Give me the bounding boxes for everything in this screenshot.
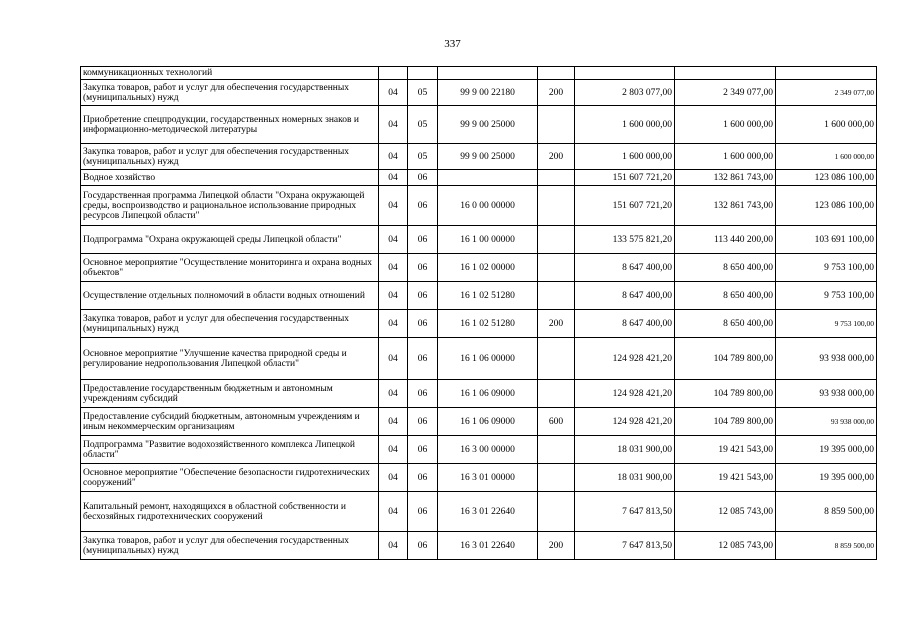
subsection-cell: 06 bbox=[408, 254, 438, 282]
expense-type-cell bbox=[538, 226, 575, 254]
section-cell: 04 bbox=[379, 282, 408, 310]
target-article-cell: 99 9 00 22180 bbox=[438, 80, 538, 106]
table-row bbox=[81, 408, 877, 436]
subsection-cell bbox=[408, 67, 438, 80]
target-article-cell: 16 1 06 09000 bbox=[438, 408, 538, 436]
row-name-cell: коммуникационных технологий bbox=[81, 67, 379, 80]
amount-year2-cell: 1 600 000,00 bbox=[675, 144, 776, 170]
section-cell: 04 bbox=[379, 436, 408, 464]
expense-type-cell bbox=[538, 492, 575, 532]
subsection-cell: 06 bbox=[408, 464, 438, 492]
row-name-cell: Государственная программа Липецкой области "Охрана окружающей среды, воспроизводство и рациональное использование природных ресурсов Липецкой области" bbox=[81, 186, 379, 226]
subsection-cell: 05 bbox=[408, 80, 438, 106]
row-name-cell: Предоставление государственным бюджетным и автономным учреждениям субсидий bbox=[81, 380, 379, 408]
expense-type-cell bbox=[538, 170, 575, 186]
subsection-cell: 06 bbox=[408, 186, 438, 226]
table-row bbox=[81, 282, 877, 310]
amount-year3-cell: 123 086 100,00 bbox=[776, 186, 877, 226]
amount-year1-cell: 1 600 000,00 bbox=[575, 106, 675, 144]
expense-type-cell: 200 bbox=[538, 144, 575, 170]
table-row bbox=[81, 338, 877, 380]
target-article-cell: 16 3 01 00000 bbox=[438, 464, 538, 492]
table-row bbox=[81, 226, 877, 254]
subsection-cell: 05 bbox=[408, 144, 438, 170]
amount-year3-cell: 103 691 100,00 bbox=[776, 226, 877, 254]
amount-year3-cell: 93 938 000,00 bbox=[776, 380, 877, 408]
amount-year1-cell: 8 647 400,00 bbox=[575, 310, 675, 338]
row-name-cell: Водное хозяйство bbox=[81, 170, 379, 186]
table-row bbox=[81, 106, 877, 144]
budget-table bbox=[80, 66, 877, 560]
table-row bbox=[81, 380, 877, 408]
subsection-cell: 06 bbox=[408, 170, 438, 186]
amount-year2-cell: 12 085 743,00 bbox=[675, 532, 776, 560]
table-row bbox=[81, 80, 877, 106]
table-row bbox=[81, 144, 877, 170]
amount-year1-cell: 124 928 421,20 bbox=[575, 408, 675, 436]
section-cell: 04 bbox=[379, 80, 408, 106]
section-cell: 04 bbox=[379, 380, 408, 408]
amount-year2-cell: 12 085 743,00 bbox=[675, 492, 776, 532]
amount-year1-cell: 8 647 400,00 bbox=[575, 254, 675, 282]
amount-year1-cell: 124 928 421,20 bbox=[575, 380, 675, 408]
target-article-cell: 16 1 02 51280 bbox=[438, 282, 538, 310]
amount-year1-cell: 151 607 721,20 bbox=[575, 186, 675, 226]
expense-type-cell: 200 bbox=[538, 532, 575, 560]
row-name-cell: Осуществление отдельных полномочий в области водных отношений bbox=[81, 282, 379, 310]
amount-year1-cell: 133 575 821,20 bbox=[575, 226, 675, 254]
row-name-cell: Закупка товаров, работ и услуг для обеспечения государственных (муниципальных) нужд bbox=[81, 80, 379, 106]
subsection-cell: 06 bbox=[408, 226, 438, 254]
expense-type-cell bbox=[538, 380, 575, 408]
amount-year3-cell: 93 938 000,00 bbox=[776, 408, 877, 436]
amount-year3-cell: 1 600 000,00 bbox=[776, 144, 877, 170]
amount-year3-cell: 9 753 100,00 bbox=[776, 310, 877, 338]
amount-year3-cell: 9 753 100,00 bbox=[776, 254, 877, 282]
amount-year2-cell: 113 440 200,00 bbox=[675, 226, 776, 254]
row-name-cell: Предоставление субсидий бюджетным, автономным учреждениям и иным некоммерческим организациям bbox=[81, 408, 379, 436]
amount-year3-cell bbox=[776, 67, 877, 80]
section-cell: 04 bbox=[379, 170, 408, 186]
subsection-cell: 06 bbox=[408, 408, 438, 436]
section-cell bbox=[379, 67, 408, 80]
amount-year3-cell: 1 600 000,00 bbox=[776, 106, 877, 144]
section-cell: 04 bbox=[379, 310, 408, 338]
expense-type-cell bbox=[538, 67, 575, 80]
subsection-cell: 05 bbox=[408, 106, 438, 144]
amount-year1-cell bbox=[575, 67, 675, 80]
subsection-cell: 06 bbox=[408, 310, 438, 338]
section-cell: 04 bbox=[379, 532, 408, 560]
section-cell: 04 bbox=[379, 186, 408, 226]
row-name-cell: Основное мероприятие "Обеспечение безопасности гидротехнических сооружений" bbox=[81, 464, 379, 492]
row-name-cell: Подпрограмма "Развитие водохозяйственного комплекса Липецкой области" bbox=[81, 436, 379, 464]
expense-type-cell bbox=[538, 464, 575, 492]
amount-year3-cell: 8 859 500,00 bbox=[776, 532, 877, 560]
expense-type-cell bbox=[538, 254, 575, 282]
subsection-cell: 06 bbox=[408, 380, 438, 408]
row-name-cell: Закупка товаров, работ и услуг для обеспечения государственных (муниципальных) нужд bbox=[81, 144, 379, 170]
expense-type-cell bbox=[538, 338, 575, 380]
amount-year2-cell: 104 789 800,00 bbox=[675, 408, 776, 436]
expense-type-cell: 200 bbox=[538, 80, 575, 106]
target-article-cell bbox=[438, 67, 538, 80]
amount-year2-cell: 19 421 543,00 bbox=[675, 464, 776, 492]
target-article-cell: 16 1 02 51280 bbox=[438, 310, 538, 338]
amount-year2-cell: 1 600 000,00 bbox=[675, 106, 776, 144]
subsection-cell: 06 bbox=[408, 338, 438, 380]
amount-year3-cell: 2 349 077,00 bbox=[776, 80, 877, 106]
amount-year2-cell: 8 650 400,00 bbox=[675, 282, 776, 310]
amount-year2-cell: 8 650 400,00 bbox=[675, 310, 776, 338]
target-article-cell: 16 3 01 22640 bbox=[438, 492, 538, 532]
expense-type-cell bbox=[538, 186, 575, 226]
amount-year3-cell: 123 086 100,00 bbox=[776, 170, 877, 186]
table-row bbox=[81, 170, 877, 186]
section-cell: 04 bbox=[379, 254, 408, 282]
amount-year1-cell: 2 803 077,00 bbox=[575, 80, 675, 106]
row-name-cell: Закупка товаров, работ и услуг для обеспечения государственных (муниципальных) нужд bbox=[81, 532, 379, 560]
target-article-cell: 16 1 02 00000 bbox=[438, 254, 538, 282]
target-article-cell: 99 9 00 25000 bbox=[438, 144, 538, 170]
subsection-cell: 06 bbox=[408, 532, 438, 560]
target-article-cell: 16 1 00 00000 bbox=[438, 226, 538, 254]
table-row bbox=[81, 464, 877, 492]
section-cell: 04 bbox=[379, 408, 408, 436]
table-row bbox=[81, 67, 877, 80]
amount-year2-cell: 8 650 400,00 bbox=[675, 254, 776, 282]
target-article-cell: 16 3 00 00000 bbox=[438, 436, 538, 464]
subsection-cell: 06 bbox=[408, 492, 438, 532]
target-article-cell: 16 1 06 00000 bbox=[438, 338, 538, 380]
amount-year3-cell: 19 395 000,00 bbox=[776, 464, 877, 492]
row-name-cell: Капитальный ремонт, находящихся в областной собственности и бесхозяйных гидротехнических сооружений bbox=[81, 492, 379, 532]
amount-year1-cell: 124 928 421,20 bbox=[575, 338, 675, 380]
expense-type-cell: 200 bbox=[538, 310, 575, 338]
amount-year2-cell: 132 861 743,00 bbox=[675, 186, 776, 226]
amount-year2-cell: 2 349 077,00 bbox=[675, 80, 776, 106]
section-cell: 04 bbox=[379, 226, 408, 254]
row-name-cell: Основное мероприятие "Осуществление мониторинга и охрана водных объектов" bbox=[81, 254, 379, 282]
amount-year2-cell: 104 789 800,00 bbox=[675, 338, 776, 380]
table-row bbox=[81, 436, 877, 464]
table-row bbox=[81, 186, 877, 226]
amount-year2-cell bbox=[675, 67, 776, 80]
amount-year1-cell: 18 031 900,00 bbox=[575, 436, 675, 464]
amount-year1-cell: 1 600 000,00 bbox=[575, 144, 675, 170]
amount-year1-cell: 7 647 813,50 bbox=[575, 492, 675, 532]
section-cell: 04 bbox=[379, 106, 408, 144]
amount-year1-cell: 151 607 721,20 bbox=[575, 170, 675, 186]
expense-type-cell bbox=[538, 106, 575, 144]
amount-year3-cell: 9 753 100,00 bbox=[776, 282, 877, 310]
table-row bbox=[81, 254, 877, 282]
row-name-cell: Приобретение спецпродукции, государственных номерных знаков и информационно-методической литературы bbox=[81, 106, 379, 144]
amount-year2-cell: 132 861 743,00 bbox=[675, 170, 776, 186]
section-cell: 04 bbox=[379, 338, 408, 380]
subsection-cell: 06 bbox=[408, 436, 438, 464]
table-row bbox=[81, 310, 877, 338]
amount-year2-cell: 104 789 800,00 bbox=[675, 380, 776, 408]
table-row bbox=[81, 532, 877, 560]
section-cell: 04 bbox=[379, 492, 408, 532]
row-name-cell: Основное мероприятие "Улучшение качества природной среды и регулирование недропользования Липецкой области" bbox=[81, 338, 379, 380]
section-cell: 04 bbox=[379, 144, 408, 170]
amount-year2-cell: 19 421 543,00 bbox=[675, 436, 776, 464]
table-row bbox=[81, 492, 877, 532]
target-article-cell bbox=[438, 170, 538, 186]
amount-year3-cell: 19 395 000,00 bbox=[776, 436, 877, 464]
subsection-cell: 06 bbox=[408, 282, 438, 310]
amount-year3-cell: 8 859 500,00 bbox=[776, 492, 877, 532]
amount-year3-cell: 93 938 000,00 bbox=[776, 338, 877, 380]
amount-year1-cell: 8 647 400,00 bbox=[575, 282, 675, 310]
expense-type-cell bbox=[538, 282, 575, 310]
amount-year1-cell: 18 031 900,00 bbox=[575, 464, 675, 492]
expense-type-cell: 600 bbox=[538, 408, 575, 436]
row-name-cell: Закупка товаров, работ и услуг для обеспечения государственных (муниципальных) нужд bbox=[81, 310, 379, 338]
page-number: 337 bbox=[444, 38, 461, 50]
target-article-cell: 16 1 06 09000 bbox=[438, 380, 538, 408]
section-cell: 04 bbox=[379, 464, 408, 492]
row-name-cell: Подпрограмма "Охрана окружающей среды Липецкой области" bbox=[81, 226, 379, 254]
target-article-cell: 99 9 00 25000 bbox=[438, 106, 538, 144]
target-article-cell: 16 3 01 22640 bbox=[438, 532, 538, 560]
target-article-cell: 16 0 00 00000 bbox=[438, 186, 538, 226]
expense-type-cell bbox=[538, 436, 575, 464]
amount-year1-cell: 7 647 813,50 bbox=[575, 532, 675, 560]
